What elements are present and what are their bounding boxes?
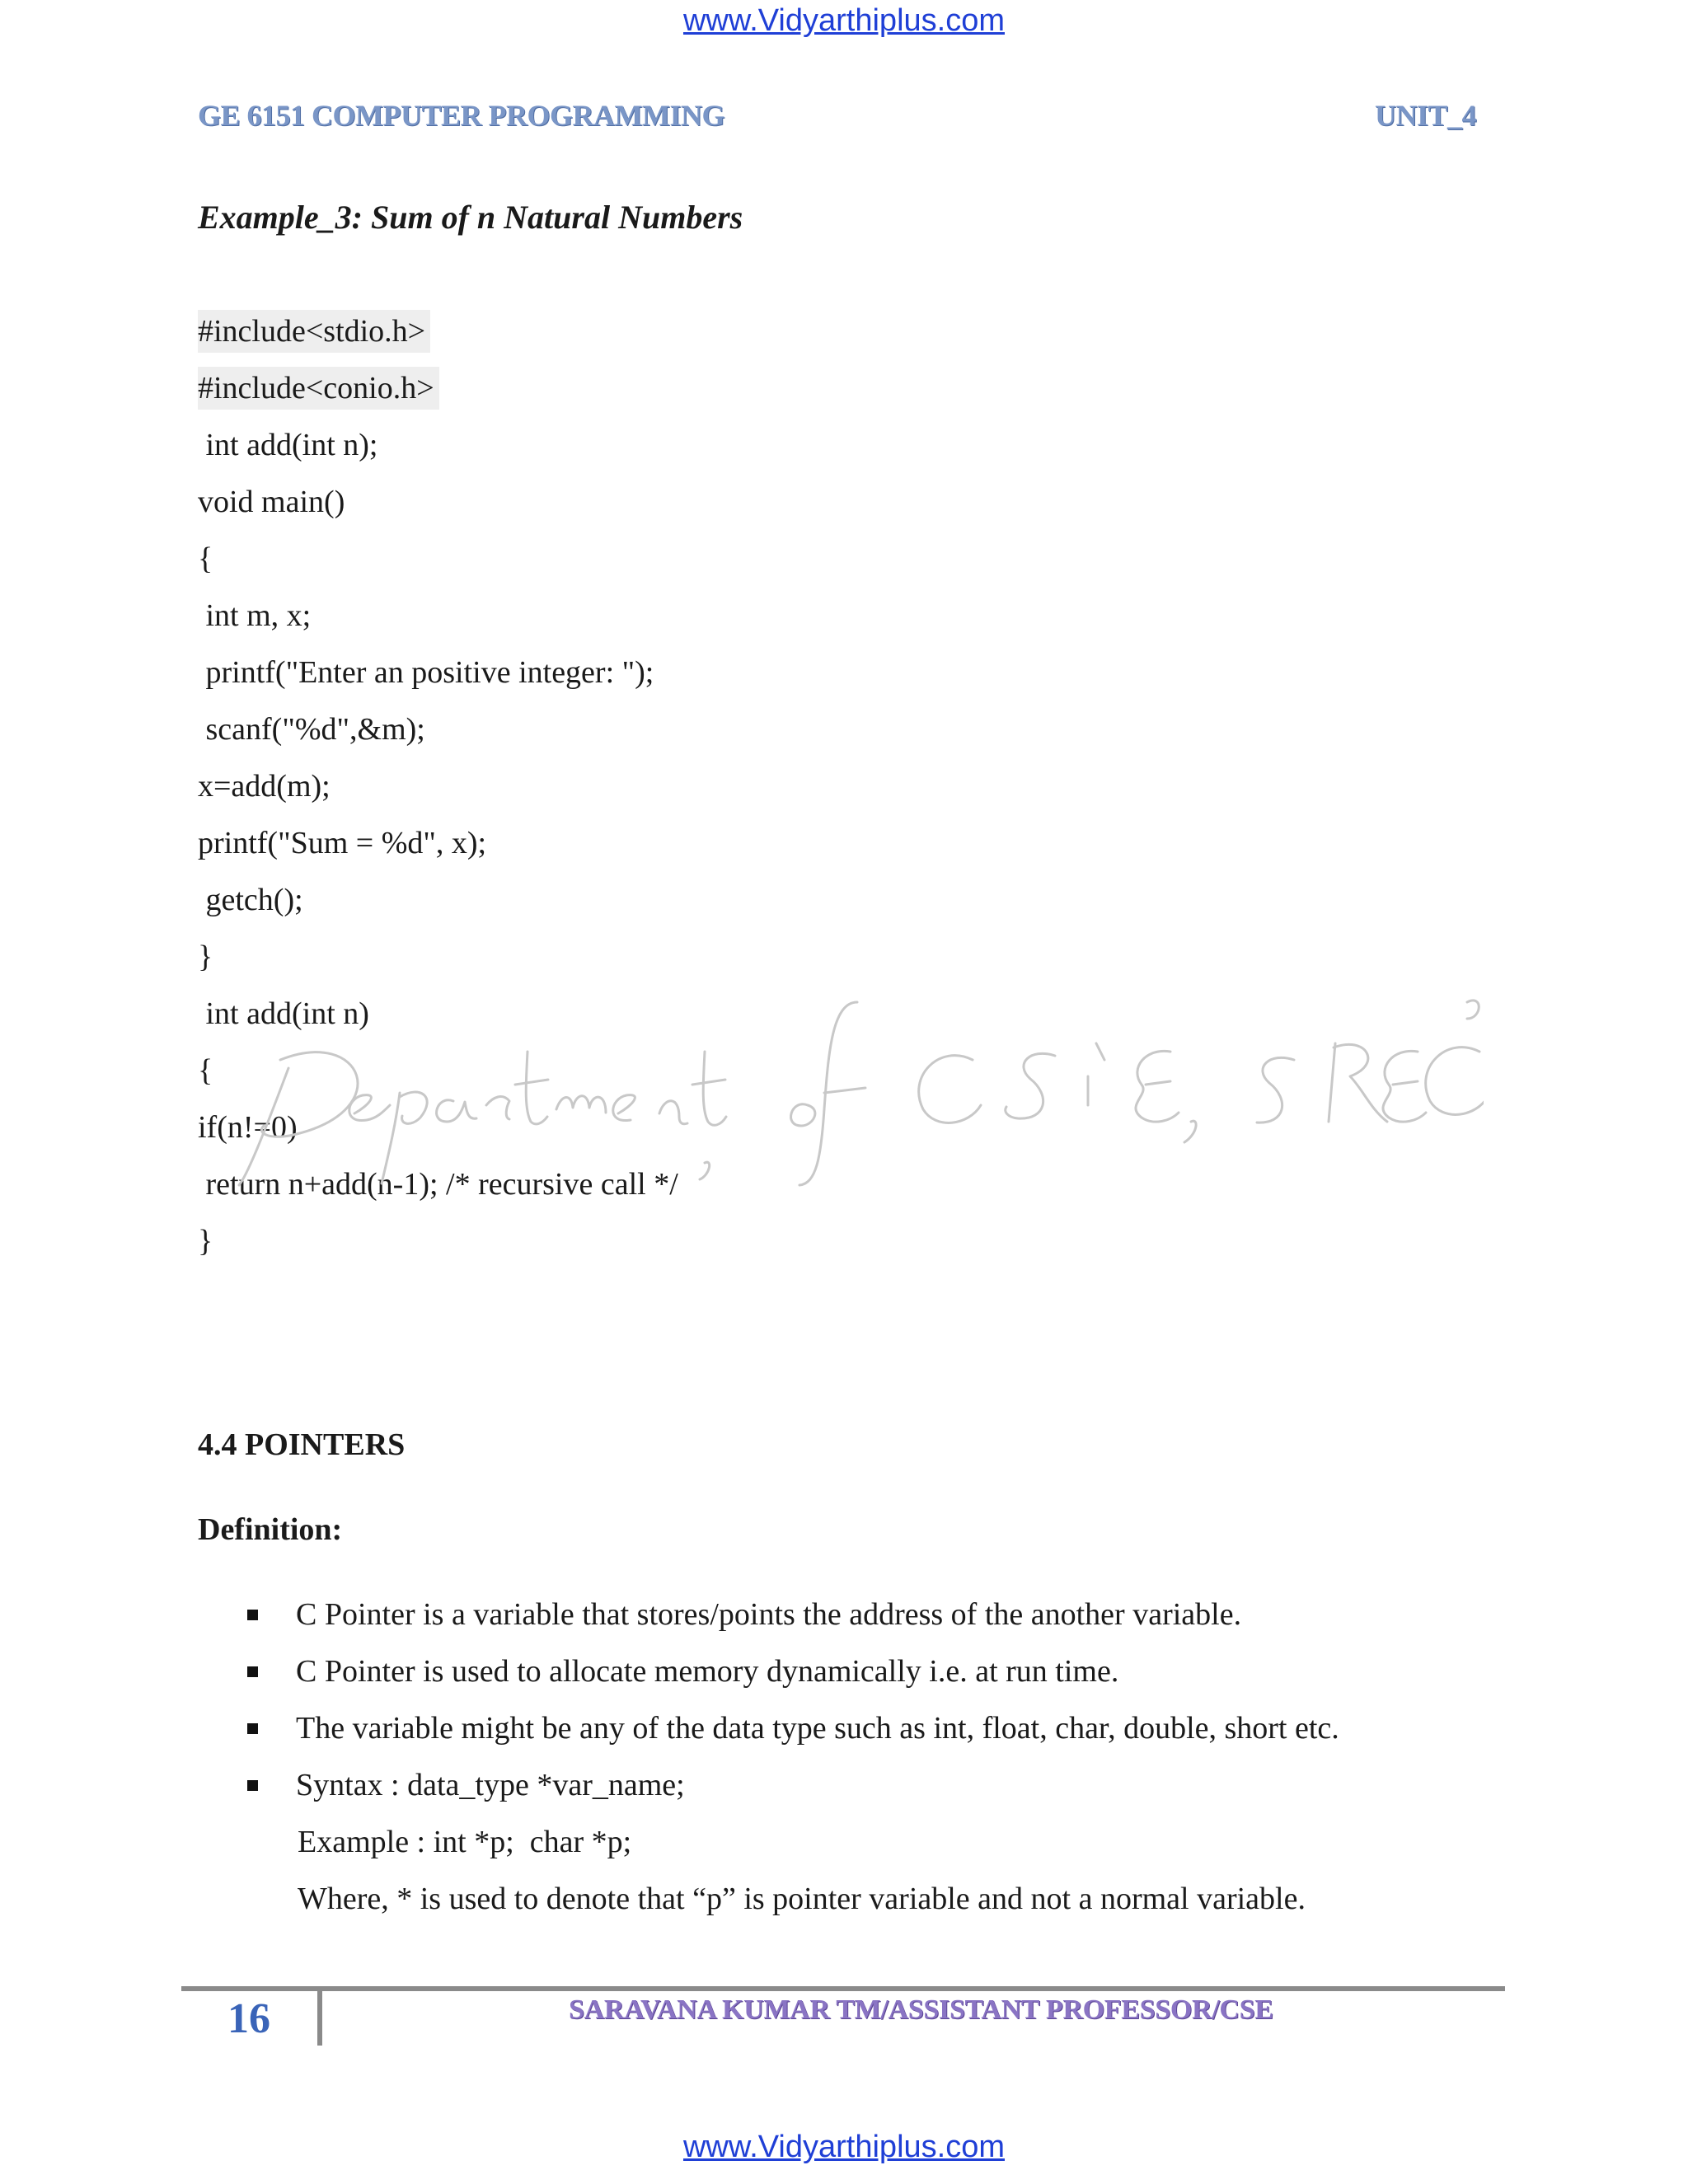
footer-divider: [317, 1991, 322, 2046]
definition-heading: Definition:: [198, 1512, 343, 1547]
course-title: GE 6151 COMPUTER PROGRAMMING: [198, 99, 724, 132]
bullet-square-icon: [247, 1780, 258, 1791]
page-number: 16: [227, 1995, 270, 2042]
code-line: void main(): [198, 485, 345, 519]
list-item: [247, 1764, 685, 1807]
list-item-text: C Pointer is used to allocate memory dynamically i.e. at run time.: [296, 1654, 1119, 1689]
code-line: {: [198, 1053, 213, 1088]
code-line: {: [198, 541, 213, 576]
list-item-text: The variable might be any of the data type such as int, float, char, double, short etc.: [296, 1711, 1339, 1746]
code-line: if(n!=0): [198, 1110, 298, 1145]
code-line: #include<stdio.h>: [198, 310, 430, 353]
footer-rule: [181, 1986, 1505, 1991]
code-line: }: [198, 940, 213, 974]
code-line: printf("Sum = %d", x);: [198, 826, 487, 860]
code-line: int add(int n);: [198, 428, 378, 462]
code-line: #include<conio.h>: [198, 367, 439, 410]
list-item-text: C Pointer is a variable that stores/points the address of the another variable.: [296, 1597, 1242, 1632]
code-line: x=add(m);: [198, 769, 331, 804]
list-item: [247, 1593, 1241, 1636]
code-line: int add(int n): [198, 996, 369, 1031]
example-title: Example_3: Sum of n Natural Numbers: [198, 199, 743, 236]
section-heading: 4.4 POINTERS: [198, 1427, 406, 1462]
code-line: int m, x;: [198, 598, 312, 633]
code-line: getch();: [198, 883, 303, 917]
code-line: scanf("%d",&m);: [198, 712, 425, 747]
footer-author: SARAVANA KUMAR TM/ASSISTANT PROFESSOR/CSE: [569, 1994, 1273, 2025]
syntax-explanation: Where, * is used to denote that “p” is pointer variable and not a normal variable.: [298, 1882, 1306, 1916]
bullet-square-icon: [247, 1723, 258, 1734]
syntax-example: Example : int *p; char *p;: [298, 1825, 632, 1859]
list-item-text: Syntax : data_type *var_name;: [296, 1768, 685, 1802]
code-line: }: [198, 1224, 213, 1258]
code-line: printf("Enter an positive integer: ");: [198, 655, 654, 690]
site-link-top[interactable]: www.Vidyarthiplus.com: [682, 3, 1005, 38]
list-item: [247, 1650, 1118, 1693]
bullet-square-icon: [247, 1610, 258, 1620]
site-link-bottom[interactable]: www.Vidyarthiplus.com: [682, 2130, 1005, 2164]
watermark-signature: [231, 969, 1484, 1192]
bullet-square-icon: [247, 1666, 258, 1677]
code-line: return n+add(n-1); /* recursive call */: [198, 1167, 678, 1202]
unit-label: UNIT_4: [1375, 99, 1477, 132]
list-item: [247, 1707, 1339, 1750]
